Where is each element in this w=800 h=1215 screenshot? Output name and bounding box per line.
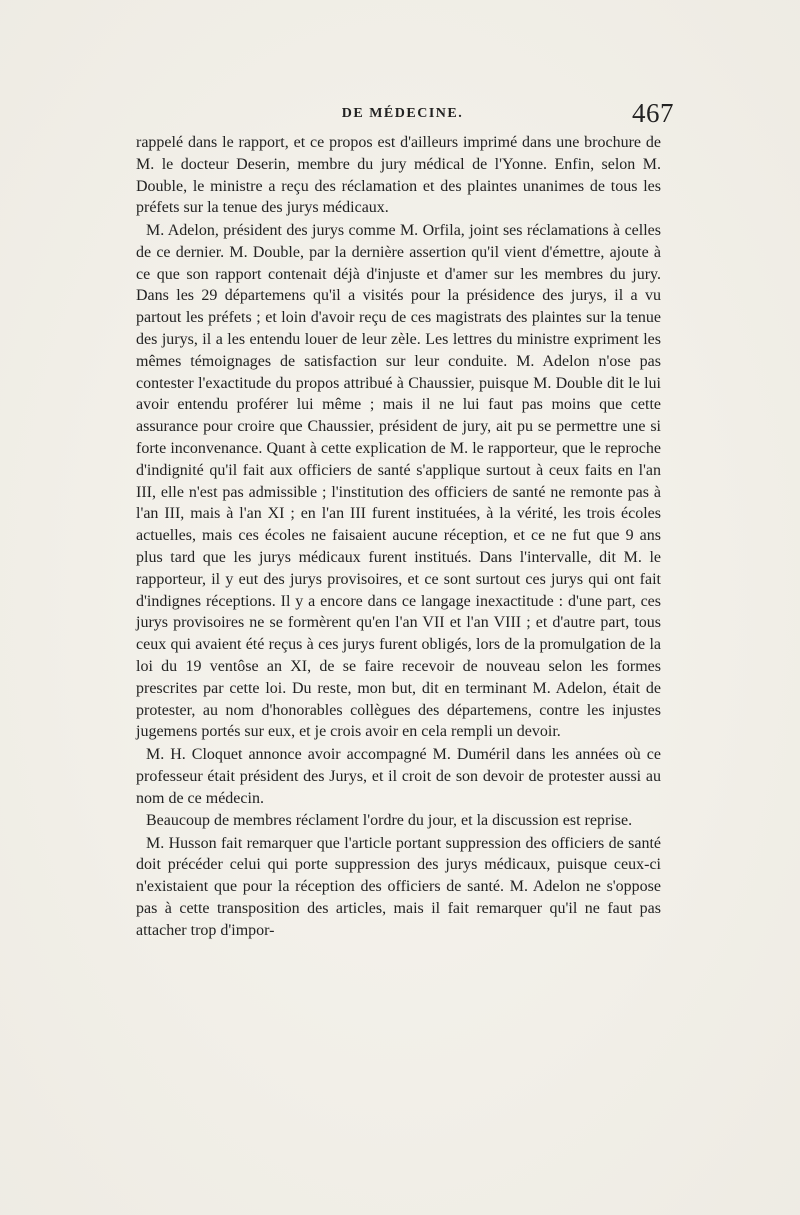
paragraph-4: Beaucoup de membres réclament l'ordre du jour, et la discussion est reprise. <box>146 812 633 830</box>
paragraph-3: M. H. Cloquet annonce avoir accompagné M. Duméril dans les années où ce professeur était président des Jurys, et il croit de son devoir de protester aussi au nom de ce médecin. <box>136 745 661 807</box>
paragraph-5: M. Husson fait remarquer que l'article portant suppression des officiers de santé doit précéder celui qui porte suppression des jurys médicaux, puisque ceux-ci n'existaient que pour la réception des officiers de santé. M. Adelon ne s'oppose pas à cette transposition des articles, mais il fait remarquer qu'il ne faut pas attacher trop d'impor- <box>136 834 661 939</box>
page-number: 467 <box>632 98 674 128</box>
paragraph-1: rappelé dans le rapport, et ce propos est d'ailleurs imprimé dans une brochure de M. le docteur Deserin, membre du jury médical de l'Yonne. Enfin, selon M. Double, le ministre a reçu des réclamation et des plaintes unanimes de tous les préfets sur la tenue des jurys médicaux. <box>136 134 661 217</box>
body-text <box>136 132 661 942</box>
running-header <box>135 98 674 134</box>
paragraph-2: M. Adelon, président des jurys comme M. Orfila, joint ses réclamations à celles de ce dernier. M. Double, par la dernière assertion qu'il vient d'émettre, ajoute à ce que son rapport contenait déjà d'injuste et d'amer sur les membres du jury. Dans les 29 départemens qu'il a visités pour la présidence des jurys, il a vu partout les préfets ; et loin d'avoir reçu de ces magistrats des plaintes sur la tenue des jurys, il a les entendu louer de leur zèle. Les lettres du ministre expriment les mêmes témoignages de satisfaction sur leur conduite. M. Adelon n'ose pas contester l'exactitude du propos attribué à Chaussier, puisque M. Double dit le lui avoir entendu proférer lui même ; mais il ne lui faut pas moins que cette assurance pour croire que Chaussier, président de jury, ait pu se permettre une si forte inconvenance. Quant à cette explication de M. le rapporteur, que le reproche d'indignité qu'il fait aux officiers de santé s'applique surtout à ceux faits en l'an III, elle n'est pas admissible ; l'institution des officiers de santé ne remonte pas à l'an III, mais à l'an XI ; en l'an III furent instituées, à la vérité, les trois écoles actuelles, mais ces écoles ne faisaient aucune réception, et ce ne fut que 9 ans plus tard que les jurys médicaux furent institués. Dans l'intervalle, dit M. le rapporteur, il y eut des jurys provisoires, et ce sont surtout ces jurys qui ont fait d'indignes réceptions. Il y a encore dans ce langage inexactitude : d'une part, ces jurys provisoires ne se formèrent qu'en l'an VII et l'an VIII ; et d'autre part, tous ceux qui avaient été reçus à ces jurys furent obligés, lors de la promulgation de la loi du 19 ventôse an XI, de se faire recevoir de nouveau selon les formes prescrites par cette loi. Du reste, mon but, dit en terminant M. Adelon, était de protester, au nom d'honorables collègues des départemens, contre les injustes jugemens portés sur eux, et je crois avoir en cela rempli un devoir. <box>136 221 661 741</box>
running-title: DE MÉDECINE. <box>341 106 464 121</box>
